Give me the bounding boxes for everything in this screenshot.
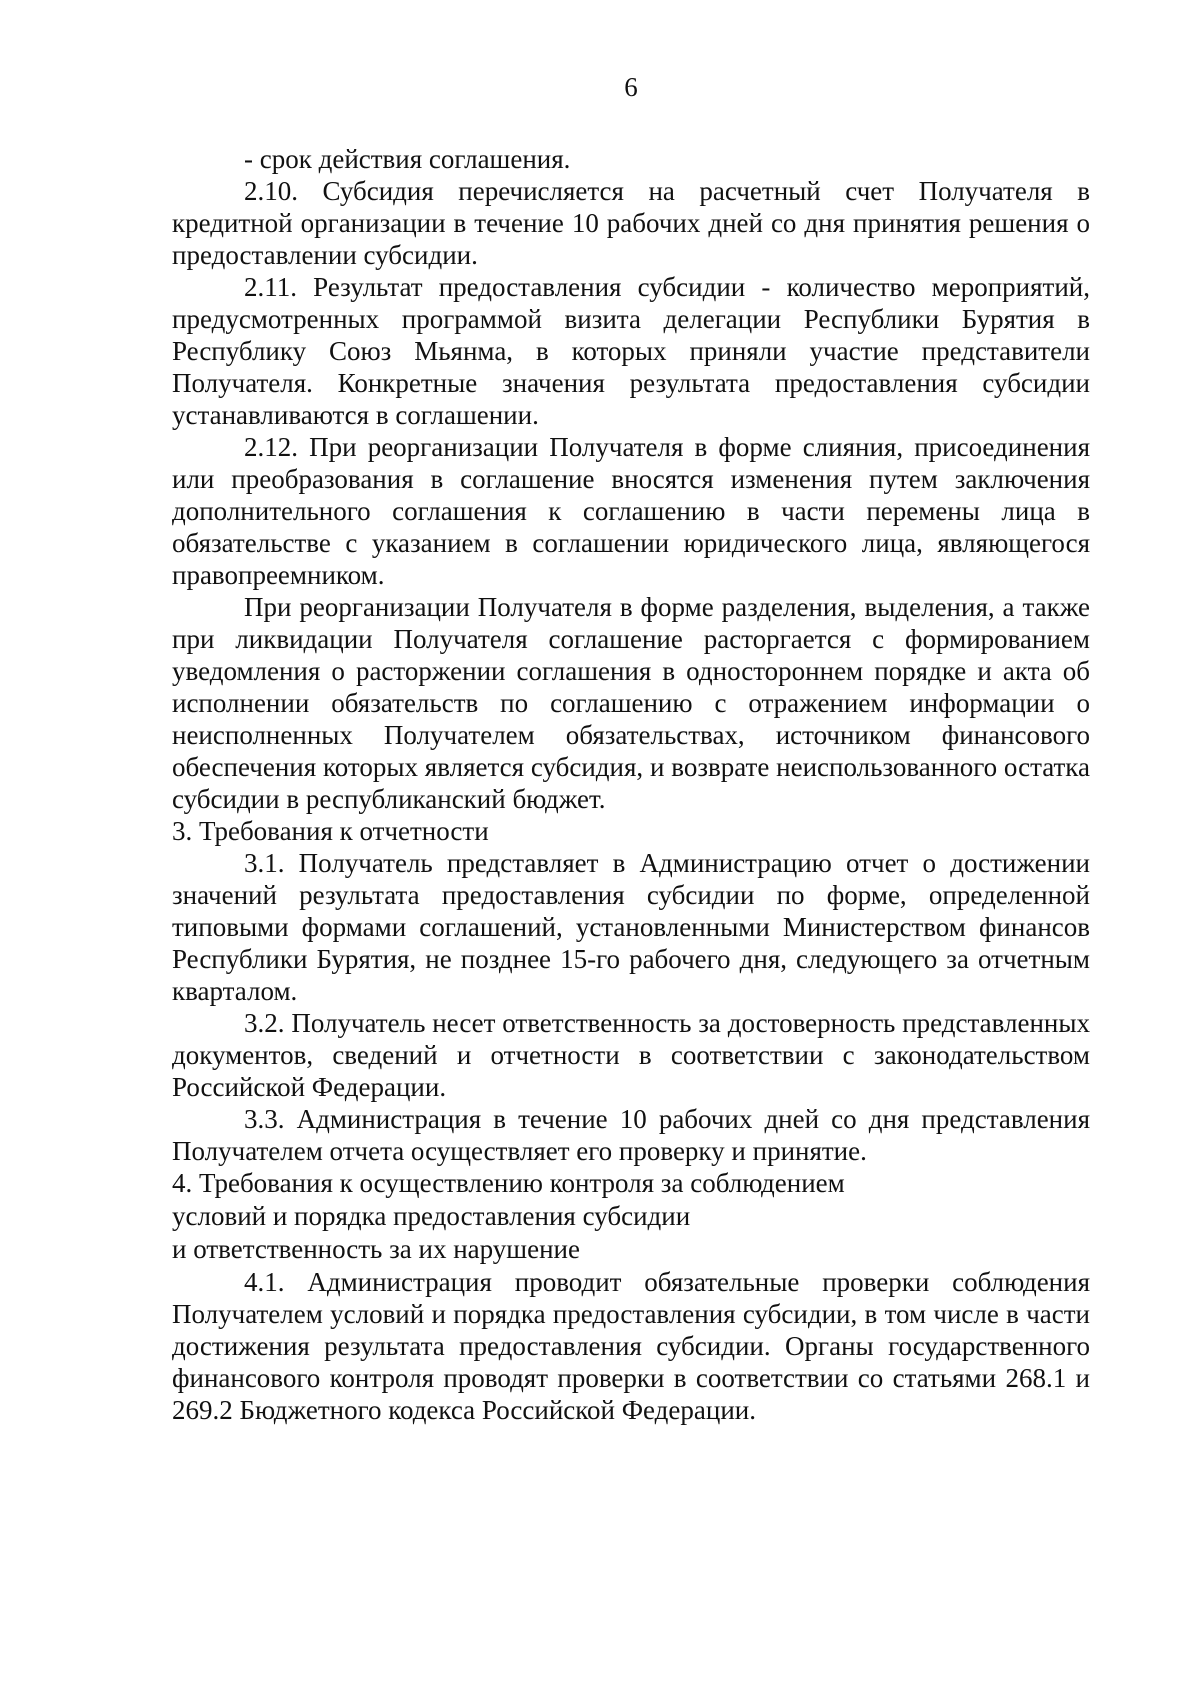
- paragraph-2-10: 2.10. Субсидия перечисляется на расчетный счет Получателя в кредитной организации в течение 10 рабочих дней со дня принятия решения о предоставлении субсидии.: [172, 176, 1090, 270]
- paragraph-3-3: 3.3. Администрация в течение 10 рабочих дней со дня представления Получателем отчета осуществляет его проверку и принятие.: [172, 1104, 1090, 1166]
- paragraph-3-1: 3.1. Получатель представляет в Администрацию отчет о достижении значений результата предоставления субсидии по форме, определенной типовыми формами соглашений, установленными Министерством финансов Республики Бурятия, не позднее 15-го рабочего дня, следующего за отчетным кварталом.: [172, 848, 1090, 1006]
- section-4-heading-line-1: 4. Требования к осуществлению контроля за соблюдением: [172, 1168, 845, 1198]
- section-3-heading: 3. Требования к отчетности: [172, 816, 489, 846]
- document-body: [172, 143, 1090, 1426]
- paragraph-3-2: 3.2. Получатель несет ответственность за достоверность представленных документов, сведений и отчетности в соответствии с законодательством Российской Федерации.: [172, 1008, 1090, 1102]
- paragraph-term-of-agreement: - срок действия соглашения.: [244, 144, 571, 174]
- paragraph-2-11: 2.11. Результат предоставления субсидии - количество мероприятий, предусмотренных программой визита делегации Республики Бурятия в Республику Союз Мьянма, в которых приняли участие представители Получателя. Конкретные значения результата предоставления субсидии устанавливаются в соглашении.: [172, 272, 1090, 430]
- section-4-heading-line-3: и ответственность за их нарушение: [172, 1234, 580, 1264]
- section-4-heading: [172, 1167, 1090, 1266]
- paragraph-2-12: 2.12. При реорганизации Получателя в форме слияния, присоединения или преобразования в соглашение вносятся изменения путем заключения дополнительного соглашения к соглашению в части перемены лица в обязательстве с указанием в соглашении юридического лица, являющегося правопреемником.: [172, 432, 1090, 590]
- paragraph-4-1: 4.1. Администрация проводит обязательные проверки соблюдения Получателем условий и порядка предоставления субсидии, в том числе в части достижения результата предоставления субсидии. Органы государственного финансового контроля проводят проверки в соответствии со статьями 268.1 и 269.2 Бюджетного кодекса Российской Федерации.: [172, 1267, 1090, 1425]
- page-number: 6: [624, 72, 638, 102]
- section-4-heading-line-2: условий и порядка предоставления субсидии: [172, 1201, 691, 1231]
- paragraph-2-12-cont: При реорганизации Получателя в форме разделения, выделения, а также при ликвидации Получателя соглашение расторгается с формированием уведомления о расторжении соглашения в одностороннем порядке и акта об исполнении обязательств по соглашению с отражением информации о неисполненных Получателем обязательствах, источником финансового обеспечения которых является субсидия, и возврате неиспользованного остатка субсидии в республиканский бюджет.: [172, 592, 1090, 814]
